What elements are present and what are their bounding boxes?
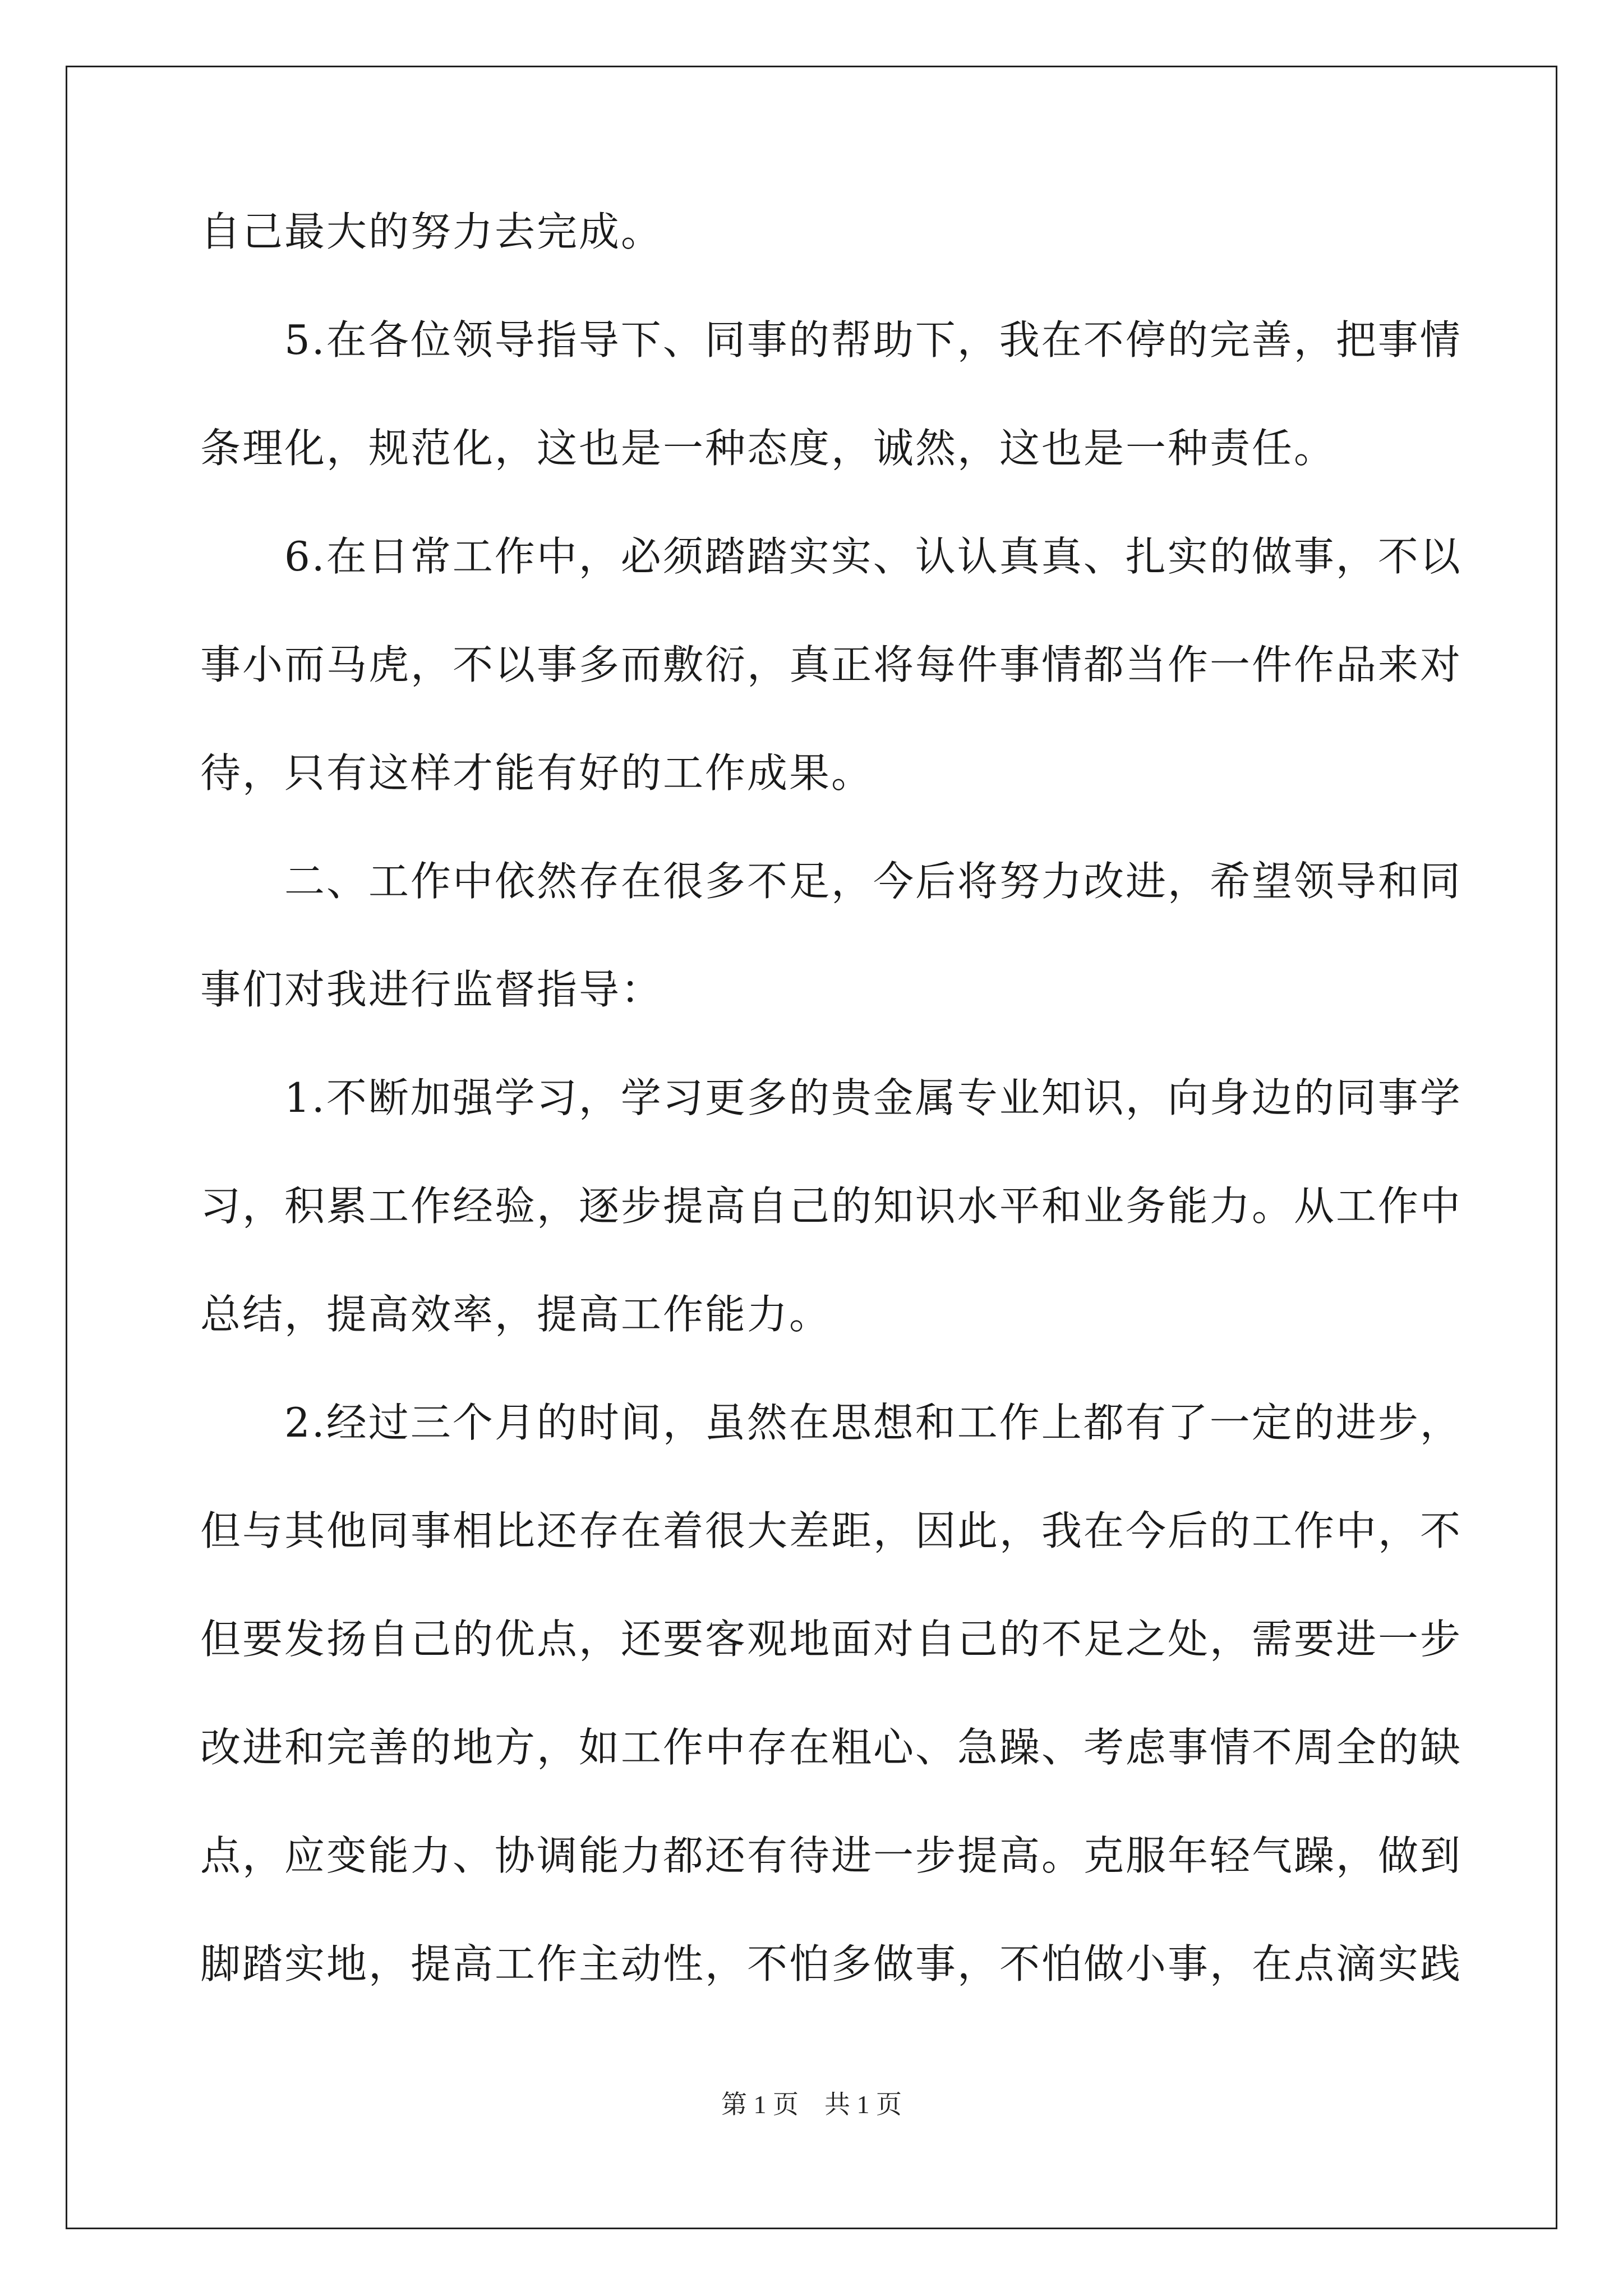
text-line: 二、工作中依然存在很多不足，今后将努力改进，希望领导和同 xyxy=(200,858,1463,905)
text-line: 改进和完善的地方，如工作中存在粗心、急躁、考虑事情不周全的缺 xyxy=(200,1724,1463,1771)
text-line: 但要发扬自己的优点，还要客观地面对自己的不足之处，需要进一步 xyxy=(200,1616,1463,1663)
text-line: 6.在日常工作中，必须踏踏实实、认认真真、扎实的做事，不以 xyxy=(200,533,1462,580)
text-line: 待，只有这样才能有好的工作成果。 xyxy=(200,749,874,797)
text-line: 事小而马虎，不以事多而敷衍，真正将每件事情都当作一件作品来对 xyxy=(200,641,1463,688)
text-line: 脚踏实地，提高工作主动性，不怕多做事，不怕做小事，在点滴实践 xyxy=(200,1940,1463,1987)
page-border xyxy=(66,66,1557,2229)
text-line: 但与其他同事相比还存在着很大差距，因此，我在今后的工作中，不 xyxy=(200,1507,1463,1554)
text-line: 习，积累工作经验，逐步提高自己的知识水平和业务能力。从工作中 xyxy=(200,1182,1463,1230)
text-line: 自己最大的努力去完成。 xyxy=(200,208,663,255)
text-line: 事们对我进行监督指导： xyxy=(200,966,663,1013)
text-line: 2.经过三个月的时间，虽然在思想和工作上都有了一定的进步， xyxy=(200,1399,1462,1446)
page-number-footer: 第 1 页 共 1 页 xyxy=(721,2090,902,2119)
text-line: 条理化，规范化，这也是一种态度，诚然，这也是一种责任。 xyxy=(200,425,1336,472)
text-line: 点，应变能力、协调能力都还有待进一步提高。克服年轻气躁，做到 xyxy=(200,1832,1463,1879)
text-line: 总结，提高效率，提高工作能力。 xyxy=(200,1291,832,1338)
text-line: 1.不断加强学习，学习更多的贵金属专业知识，向身边的同事学 xyxy=(200,1074,1462,1121)
text-line: 5.在各位领导指导下、同事的帮助下，我在不停的完善，把事情 xyxy=(200,316,1462,364)
